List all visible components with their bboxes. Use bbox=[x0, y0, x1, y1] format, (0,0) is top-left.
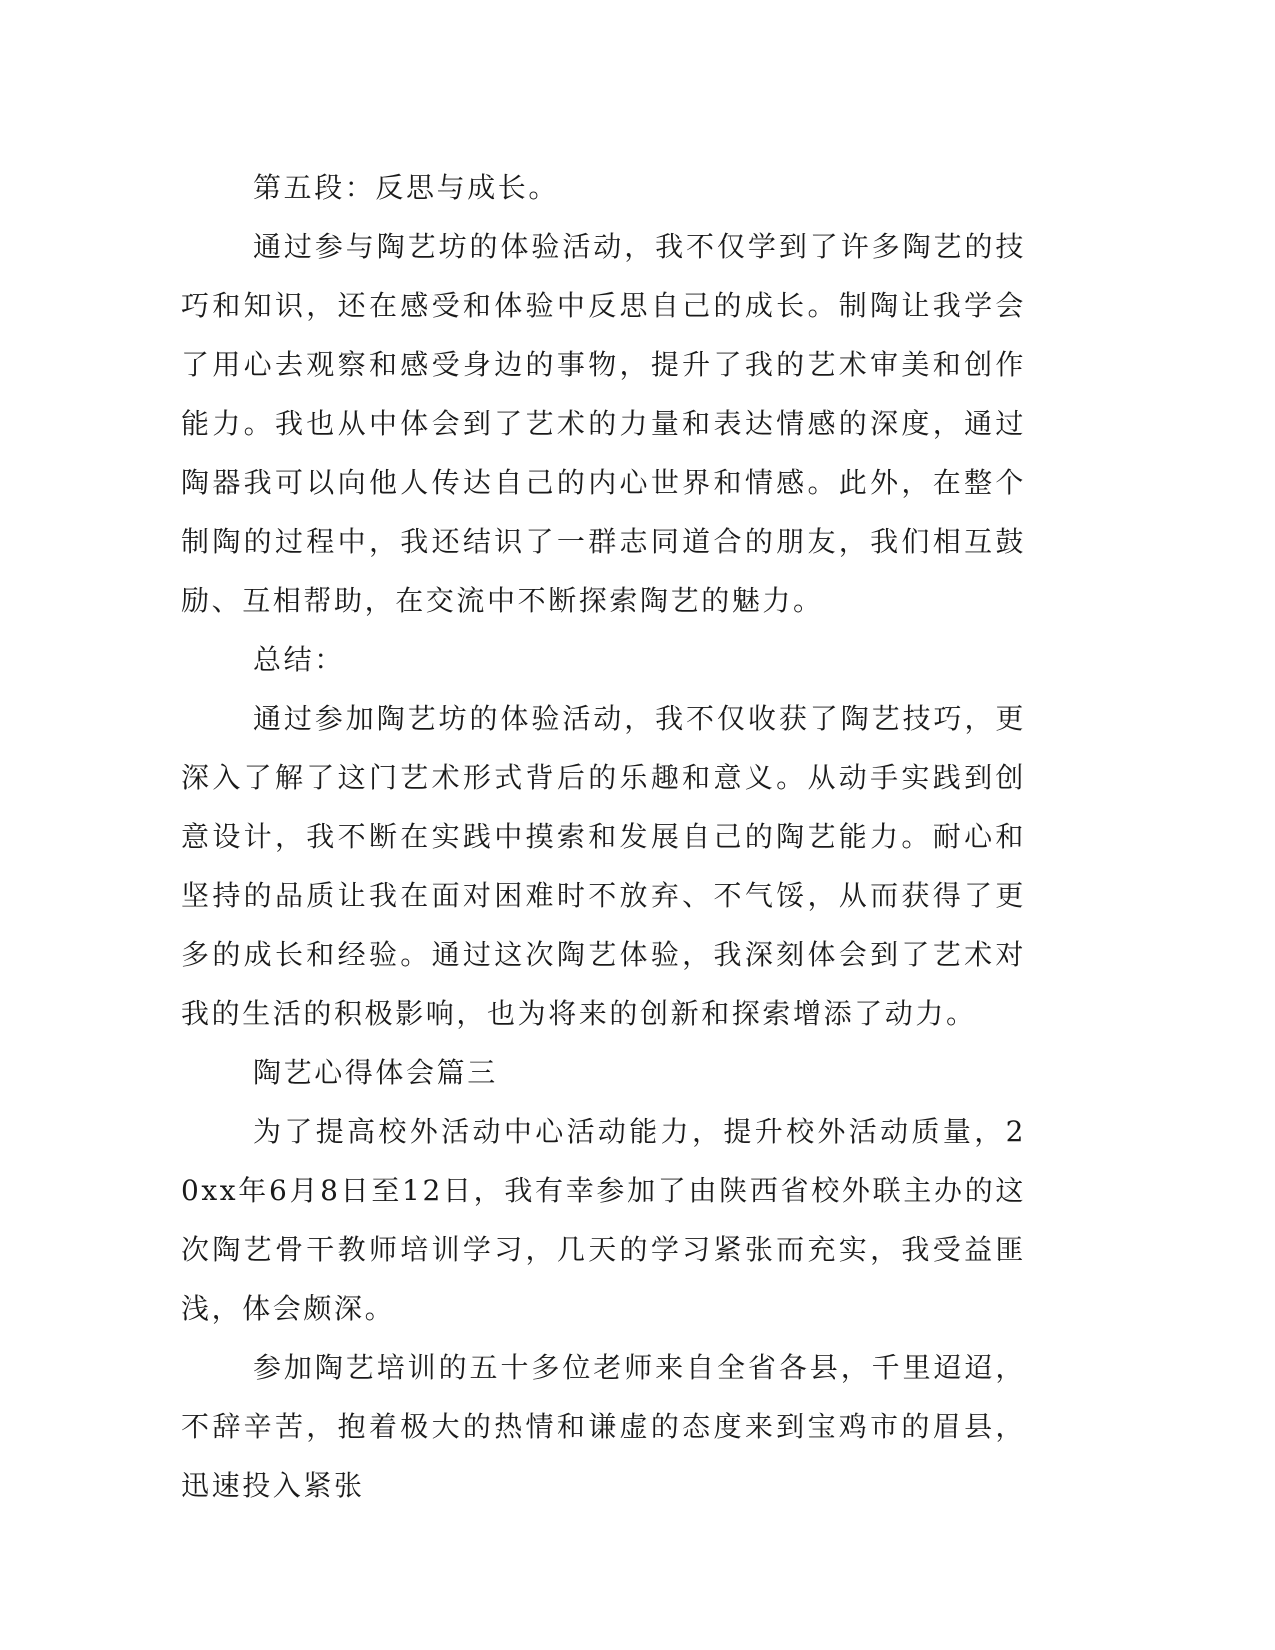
section-heading-reflection: 第五段：反思与成长。 bbox=[253, 171, 560, 204]
paragraph-training-participants: 参加陶艺培训的五十多位老师来自全省各县，千里迢迢，不辞辛苦，抱着极大的热情和谦虚的态度来到宝鸡市的眉县，迅速投入紧张 bbox=[181, 1351, 1026, 1502]
section-heading-summary: 总结： bbox=[253, 643, 345, 676]
article-title-part-three: 陶艺心得体会篇三 bbox=[253, 1056, 498, 1089]
paragraph-reflection: 通过参与陶艺坊的体验活动，我不仅学到了许多陶艺的技巧和知识，还在感受和体验中反思自己的成长。制陶让我学会了用心去观察和感受身边的事物，提升了我的艺术审美和创作能力。我也从中体会到了艺术的力量和表达情感的深度，通过陶器我可以向他人传达自己的内心世界和情感。此外，在整个制陶的过程中，我还结识了一群志同道合的朋友，我们相互鼓励、互相帮助，在交流中不断探索陶艺的魅力。 bbox=[181, 230, 1026, 617]
paragraph-training-intro: 为了提高校外活动中心活动能力，提升校外活动质量，20xx年6月8日至12日，我有幸参加了由陕西省校外联主办的这次陶艺骨干教师培训学习，几天的学习紧张而充实，我受益匪浅，体会颇深。 bbox=[181, 1115, 1026, 1325]
paragraph-summary: 通过参加陶艺坊的体验活动，我不仅收获了陶艺技巧，更深入了解了这门艺术形式背后的乐趣和意义。从动手实践到创意设计，我不断在实践中摸索和发展自己的陶艺能力。耐心和坚持的品质让我在面对困难时不放弃、不气馁，从而获得了更多的成长和经验。通过这次陶艺体验，我深刻体会到了艺术对我的生活的积极影响，也为将来的创新和探索增添了动力。 bbox=[181, 702, 1026, 1030]
document-body bbox=[181, 158, 1026, 1515]
